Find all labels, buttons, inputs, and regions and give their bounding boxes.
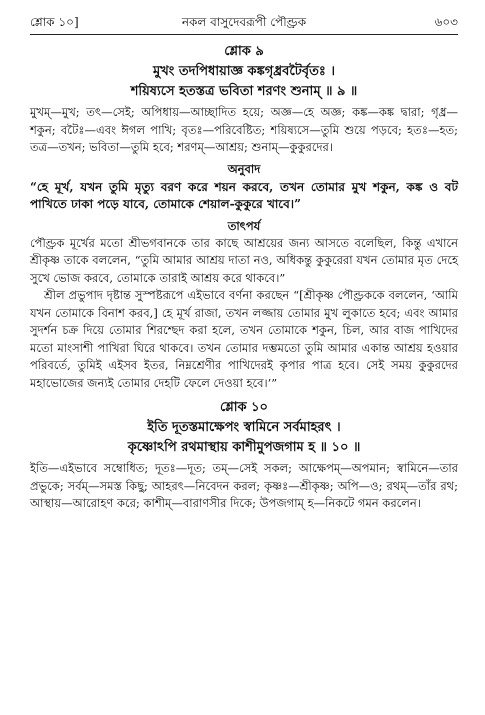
verse-10-line-1: ইতি দূতস্তমাক্ষেপং স্বামিনে সর্বমাহরৎ ।: [147, 420, 341, 435]
verse-10-title: শ্লোক ১০: [219, 400, 269, 415]
header-divider: [30, 34, 458, 35]
verse-9-translation: “হে মূর্খ, যখন তুমি মৃত্যু বরণ করে শয়ন করবে, তখন তোমার মুখ শকুন, কঙ্ক ও বট পাখিতে ঢাকা পড়ে যাবে, তোমাকে শেয়াল-কুকুরে খাবে।”: [30, 179, 458, 211]
header-verse-ref: শ্লোক ১০]: [30, 15, 79, 29]
verse-9-title: শ্লোক ৯: [224, 44, 264, 59]
header-chapter-title: নকল বাসুদেবরূপী পৌণ্ড্রক: [181, 15, 307, 29]
verse-9-purport-paragraph-2: শ্রীল প্রভুপাদ দৃষ্টান্ত সুস্পষ্টরূপে এইভাবে বর্ণনা করছেন “[শ্রীকৃষ্ণ পৌণ্ড্রককে বললেন, ‘আমি যখন তোমাকে বিনাশ করব,] হে মূর্খ রাজা, তখন লজ্জায় তোমার মুখ লুকাতে হবে; এবং আমার সুদর্শন চক্র দিয়ে তোমার শিরশ্ছেদ করা হলে, তখন তোমাকে শকুন, চিল, আর বাজ পাখিদের মতো মাংসাশী পাখিরা ঘিরে থাকবে। তখন তোমার দম্ভমতো তুমি আমার একান্ত আশ্রয় হওয়ার পরিবর্তে, তুমিই এইসব ইতর, নিম্নশ্রেণীর পাখিদেরই কৃপার পাত্র হবে। সেই সময় কুকুরদের মহাভোজের জন্যই তোমার দেহটি ফেলে দেওয়া হবে।’”: [30, 288, 458, 390]
verse-10-line-2: কৃষ্ণোঽপি রথমাস্থায় কাশীমুপজগাম হ ॥ ১০ ॥: [127, 440, 361, 455]
verse-9-line-2: শয়িষ্যসে হতস্তত্র ভবিতা শরণং শুনাম্ ॥ ৯ ॥: [130, 84, 358, 99]
verse-9-line-1: মুখং তদপিধায়াজ্ঞ কঙ্কগৃধ্রবটৈর্বৃতঃ ।: [153, 64, 335, 79]
verse-9-translation-title: অনুবাদ: [227, 161, 261, 176]
header-page-number: ৬০৩: [434, 15, 458, 29]
page-content: [30, 42, 458, 513]
verse-9-purport-paragraph-1: পৌণ্ড্রক মূর্খের মতো শ্রীভগবানকে তার কাছে আশ্রয়ের জন্য আসতে বলেছিল, কিন্তু এখানে শ্রীকৃষ্ণ তাকে বললেন, “তুমি আমার আশ্রয় দাতা নও, অধিকন্তু কুকুরেরা যখন তোমার মৃত দেহে সুখে ভোজ করবে, তোমাকে তারাই আশ্রয় করে থাকবে।”: [30, 235, 458, 285]
page-header: [30, 14, 458, 34]
verse-9-purport-title: তাৎপর্য: [227, 218, 261, 233]
verse-9-synonyms: মুখম্—মুখ; তৎ—সেই; অপিধায়—আচ্ছাদিত হয়ে; অজ্ঞ—হে অজ্ঞ; কঙ্ক—কঙ্ক দ্বারা; গৃধ্র—শকুন; বটৈঃ—এবং ঈগল পাখি; বৃতঃ—পরিবেষ্টিত; শয়িষ্যসে—তুমি শুয়ে পড়বে; হতঃ—হত; তত্র—তখন; ভবিতা—তুমি হবে; শরণম্—আশ্রয়; শুনাম্—কুকুরদের।: [30, 105, 458, 154]
verse-10-synonyms: ইতি—এইভাবে সম্বোধিত; দূতঃ—দূত; তম্—সেই সকল; আক্ষেপম্—অপমান; স্বামিনে—তার প্রভুকে; সর্বম্—সমস্ত কিছু; আহরৎ—নিবেদন করল; কৃষ্ণঃ—শ্রীকৃষ্ণ; অপি—ও; রথম্—তাঁর রথ; আস্থায়—আরোহণ করে; কাশীম্—বারাণসীর দিকে; উপজগাম্ হ—নিকটে গমন করলেন।: [30, 461, 458, 510]
